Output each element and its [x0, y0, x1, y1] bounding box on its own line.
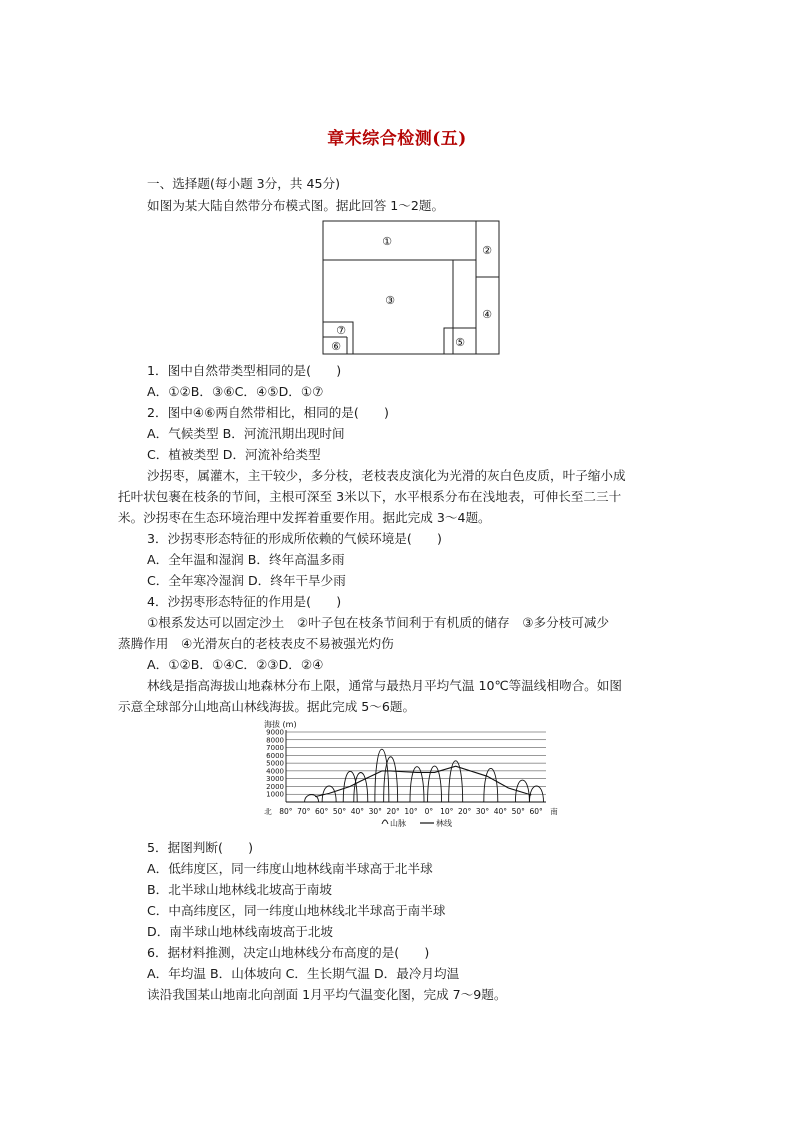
passage2-line2: 托叶状包裹在枝条的节间，主根可深至 3米以下，水平根系分布在浅地表，可伸长至二三十 [118, 489, 622, 504]
q3-options-line2: C．全年寒冷湿润 D．终年干旱少雨 [147, 573, 346, 588]
passage3-line2: 示意全球部分山地高山林线海拔。据此完成 5～6题。 [118, 699, 416, 714]
zone-label-4: ④ [482, 308, 492, 321]
treeline-chart [258, 716, 564, 832]
y-tick-label: 5000 [266, 759, 284, 768]
zone-label-5: ⑤ [455, 336, 465, 349]
q2-options-line1: A．气候类型 B．河流汛期出现时间 [147, 426, 345, 441]
x-tick-label: 50° [332, 807, 347, 816]
mountain-arch [529, 786, 543, 802]
q4-stem: 4．沙拐枣形态特征的作用是( ) [147, 594, 342, 609]
x-tick-label: 20° [386, 807, 400, 816]
x-tick-label: 60° [314, 807, 329, 816]
y-tick-label: 9000 [266, 728, 284, 737]
x-tick-label: 80° [279, 807, 293, 816]
q4-items-line1: ①根系发达可以固定沙土 ②叶子包在枝条节间利于有机质的储存 ③多分枝可减少 [147, 615, 610, 630]
y-tick-label: 3000 [266, 775, 284, 784]
x-tick-label: 10° [404, 807, 418, 816]
x-tick-label: 30° [475, 807, 490, 816]
legend-treeline-label: 林线 [436, 819, 452, 828]
x-tick-label: 10° [440, 807, 454, 816]
x-tick-label: 50° [511, 807, 525, 816]
zone-label-7: ⑦ [336, 324, 346, 337]
x-tick-label: 北 [264, 807, 272, 816]
passage2-line3: 米。沙拐枣在生态环境治理中发挥着重要作用。据此完成 3～4题。 [118, 510, 491, 525]
zone-label-1: ① [382, 235, 392, 248]
page-title: 章末综合检测(五) [327, 129, 467, 149]
legend-mountain-label: 山脉 [390, 819, 406, 828]
chart-ylabel: 海拔 (m) [264, 720, 297, 729]
x-tick-label: 南 [550, 807, 558, 816]
passage2-line1: 沙拐枣，属灌木，主干较少，多分枝，老枝表皮演化为光滑的灰白色皮质，叶子缩小成 [147, 468, 626, 483]
q3-stem: 3．沙拐枣形态特征的形成所依赖的气候环境是( ) [147, 531, 442, 546]
y-tick-label: 8000 [266, 736, 284, 745]
passage3-line1: 林线是指高海拔山地森林分布上限，通常与最热月平均气温 10℃等温线相吻合。如图 [147, 678, 622, 693]
section-header: 一、选择题(每小题 3分，共 45分) [147, 176, 340, 191]
q1-stem: 1．图中自然带类型相同的是( ) [147, 363, 342, 378]
mountain-arch [354, 773, 368, 803]
q3-options-line1: A．全年温和湿润 B．终年高温多雨 [147, 552, 345, 567]
y-tick-label: 1000 [266, 790, 284, 799]
y-tick-label: 2000 [266, 782, 284, 791]
q5-option-d: D．南半球山地林线南坡高于北坡 [147, 924, 334, 939]
x-tick-label: 60° [529, 807, 543, 816]
q5-stem: 5．据图判断( ) [147, 840, 253, 855]
legend-mountain-symbol [382, 820, 388, 824]
q5-option-a: A．低纬度区，同一纬度山地林线南半球高于北半球 [147, 861, 433, 876]
zone-label-3: ③ [385, 294, 395, 307]
zone-label-6: ⑥ [331, 340, 341, 353]
mountain-arch [384, 757, 398, 802]
q5-option-b: B．北半球山地林线北坡高于南坡 [147, 882, 332, 897]
x-tick-label: 40° [350, 807, 365, 816]
x-tick-label: 30° [368, 807, 382, 816]
q1-options: A．①②B．③⑥C．④⑤D．①⑦ [147, 384, 324, 399]
q2-options-line2: C．植被类型 D．河流补给类型 [147, 447, 321, 462]
x-tick-label: 0° [424, 807, 434, 816]
natural-zone-diagram [322, 220, 500, 355]
q4-options: A．①②B．①④C．②③D．②④ [147, 657, 324, 672]
y-tick-label: 4000 [266, 767, 284, 776]
x-tick-label: 20° [457, 807, 472, 816]
q6-options: A．年均温 B．山体坡向 C．生长期气温 D．最冷月均温 [147, 966, 460, 981]
q2-stem: 2．图中④⑥两自然带相比，相同的是( ) [147, 405, 389, 420]
y-tick-label: 6000 [266, 751, 284, 760]
mountain-arch [449, 761, 463, 802]
x-tick-label: 40° [493, 807, 508, 816]
intro-q7-9: 读沿我国某山地南北向剖面 1月平均气温变化图，完成 7～9题。 [147, 987, 507, 1002]
q6-stem: 6．据材料推测，决定山地林线分布高度的是( ) [147, 945, 430, 960]
intro-q1-2: 如图为某大陆自然带分布模式图。据此回答 1～2题。 [147, 198, 445, 213]
x-tick-label: 70° [297, 807, 311, 816]
y-tick-label: 7000 [266, 744, 284, 753]
q4-items-line2: 蒸腾作用 ④光滑灰白的老枝表皮不易被强光灼伤 [118, 636, 394, 651]
q5-option-c: C．中高纬度区，同一纬度山地林线北半球高于南半球 [147, 903, 446, 918]
mountain-arch [484, 768, 498, 802]
zone-label-2: ② [482, 244, 492, 257]
